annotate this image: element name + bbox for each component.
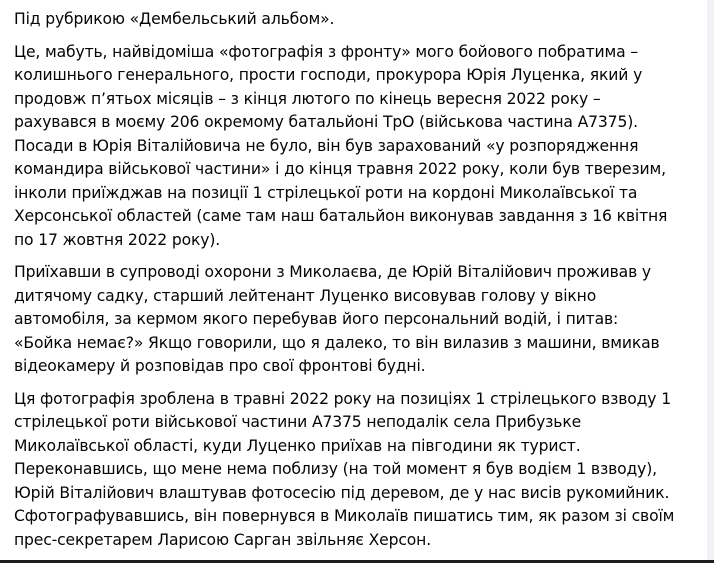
text-line: дитячому садку, старший лейтенант Луценко висовував голову у вікно: [14, 286, 597, 305]
text-line: відеокамеру й розповідав про свої фронтові будні.: [14, 357, 426, 375]
page-background-gutter: [707, 0, 714, 560]
text-line: Приїхавши в супроводі охорони з Миколаєва, де Юрій Віталійович проживав у: [14, 263, 651, 281]
text-line: Херсонської областей (саме там наш батальйон виконував завдання з 16 квітня: [14, 207, 668, 225]
text-line: Юрій Віталійович влаштував фотосесію під деревом, де у нас висів рукомийник.: [14, 483, 670, 502]
text-line: Посади в Юрія Віталійовича не було, він був зарахований «у розпорядження: [14, 136, 639, 155]
text-line: продовж п’ятьох місяців – з кінця лютого по кінець вересня 2022 року –: [14, 89, 601, 108]
text-line: рахувався в моєму 206 окремому батальйоні ТрО (військова частина А7375).: [14, 113, 638, 131]
text-line: інколи приїжджав на позиції 1 стрілецької роти на кордоні Миколаївської та: [14, 183, 638, 202]
text-line: командира військової частини» і до кінця травня 2022 року, коли був тверезим,: [14, 160, 666, 178]
text-line: Сфотографувавшись, він повернувся в Миколаїв пишатись тим, як разом зі своїм: [14, 507, 675, 525]
text-line: Миколаївської області, куди Луценко приїхав на півгодини як турист.: [14, 436, 581, 455]
text-line: колишнього генерального, прости господи, прокурора Юрія Луценка, який у: [14, 66, 643, 84]
text-line: автомобіля, за кермом якого перебував його персональний водій, і питав:: [14, 310, 619, 328]
text-line: прес-секретарем Ларисою Сарган звільняє Херсон.: [14, 530, 432, 549]
text-line: «Бойка немає?» Якщо говорили, що я далеко, то він вилазив з машини, вмикав: [14, 333, 660, 352]
post-paragraph-visits: [14, 261, 707, 379]
text-line: Це, мабуть, найвідоміша «фотографія з фронту» мого бойового побратима –: [14, 42, 638, 61]
text-line: стрілецької роти військової частини А7375 неподалік села Прибузьке: [14, 413, 582, 431]
post-paragraph-photo: [14, 388, 707, 553]
text-line: Під рубрикою «Дембельський альбом».: [14, 10, 335, 28]
text-line: Ця фотографія зроблена в травні 2022 року на позиціях 1 стрілецького взводу 1: [14, 389, 671, 408]
post-paragraph-background: [14, 41, 707, 253]
post-paragraph-intro: [14, 8, 707, 32]
text-line: Переконавшись, що мене нема поблизу (на той момент я був водієм 1 взводу),: [14, 460, 657, 478]
text-line: по 17 жовтня 2022 року).: [14, 230, 221, 249]
